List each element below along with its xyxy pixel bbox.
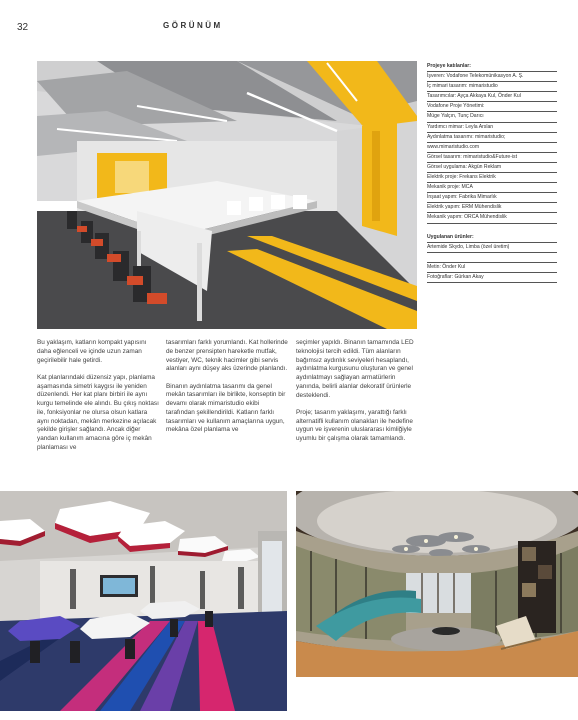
paragraph: Proje; tasarım yaklaşımı, yarattığı farklı alternatifli kullanım olanakları ile hedefine uygun ve işverenin uluslararası kimliğiyle uyumlu bir çalışma olarak tamamlandı. [296,408,413,443]
text-credit: Metin: Önder Kul [427,263,557,273]
body-column-1 [37,339,159,461]
credit-row: Aydınlatma tasarımı: mimaristudio; [427,133,557,143]
body-column-3 [296,339,418,453]
page-number: 32 [17,22,29,33]
credit-row: Görsel tasarım: mimaristudio&Future-ist [427,153,557,163]
product-row: Artemide Skydo, Limba (özel üretim) [427,243,557,253]
credit-row: İç mimari tasarım: mimaristudio [427,82,557,92]
lounge-curved-wall-photo [296,491,578,677]
paragraph: Kat planlarındaki düzensiz yapı, planlama aşamasında simetri kaygısı ile yeniden düzenlendi. Her kat planı birbiri ile aynı kurgu temelinde ele alındı. Bu çıkış noktası ile, fonksiyonlar ne olursa olsun katlara aynı noktadan, mekân merkezine açılacak şekilde girişler sağlandı. Ancak diğer yandan kullanım amacına göre iç mekân planlaması ve [37,373,159,451]
credit-row: Mekanik proje: MCA [427,183,557,193]
credit-row: Mekanik yapım: ORCA Mühendislik [427,213,557,223]
paragraph: seçimler yapıldı. Binanın tamamında LED teknolojisi tercih edildi. Tüm alanların bağımsız aydınlık seviyeleri hesaplandı, aydınlatma kurgusunu oluşturan ve genel aydınlatmayı sağlayan armatürlerin yanında, belirli alanlar dekoratif ürünlerle desteklendi. [296,339,414,399]
meeting-room-photo [37,61,417,329]
body-column-2 [166,339,288,444]
credit-row: Yardımcı mimar: Leyla Arslan [427,123,557,133]
project-credits [427,62,557,283]
credit-row: www.mimaristudio.com [427,143,557,153]
paragraph: Bu yaklaşım, katların kompakt yapısını daha eğlenceli ve içinde uzun zaman geçirilebilir hale getirdi. [37,339,147,364]
lounge-hexagon-photo [0,491,287,711]
credit-row: Görsel uygulama: Akgün Reklam [427,163,557,173]
credit-row: Tasarımcılar: Ayça Akkaya Kul, Önder Kul [427,92,557,102]
products-heading: Uygulanan ürünler: [427,233,557,243]
section-title: GÖRÜNÜM [163,21,223,30]
credit-row: Elektrik yapım: ERM Mühendislik [427,203,557,213]
credit-row: İnşaat yapım: Fabrika Mimarlık [427,193,557,203]
paragraph: tasarımları farklı yorumlandı. Kat hollerinde de benzer prensipten hareketle mutfak, vestiyer, WC, teknik hacimler gibi servis alanları aynı düşey aks üzerinde planlandı. [166,339,288,373]
photo-credit: Fotoğraflar: Gürkan Akay [427,273,557,283]
credit-row: Müge Yalçın, Tunç Darıcı [427,112,557,122]
credit-row: Vodafone Proje Yönetimi: [427,102,557,112]
credit-row: Elektrik proje: Frekans Elektrik [427,173,557,183]
credit-row: İşveren: Vodafone Telekomünikasyon A. Ş. [427,72,557,82]
paragraph: Binanın aydınlatma tasarımı da genel mekân tasarımları ile birlikte, konseptin bir devamı olarak mimaristudio ekibi tarafından şekillendirildi. Katların farklı tasarımları ve kullanım amaçlarına uygun, mekâna özel planlama ve [166,382,286,434]
credits-heading: Projeye katılanlar: [427,62,557,72]
